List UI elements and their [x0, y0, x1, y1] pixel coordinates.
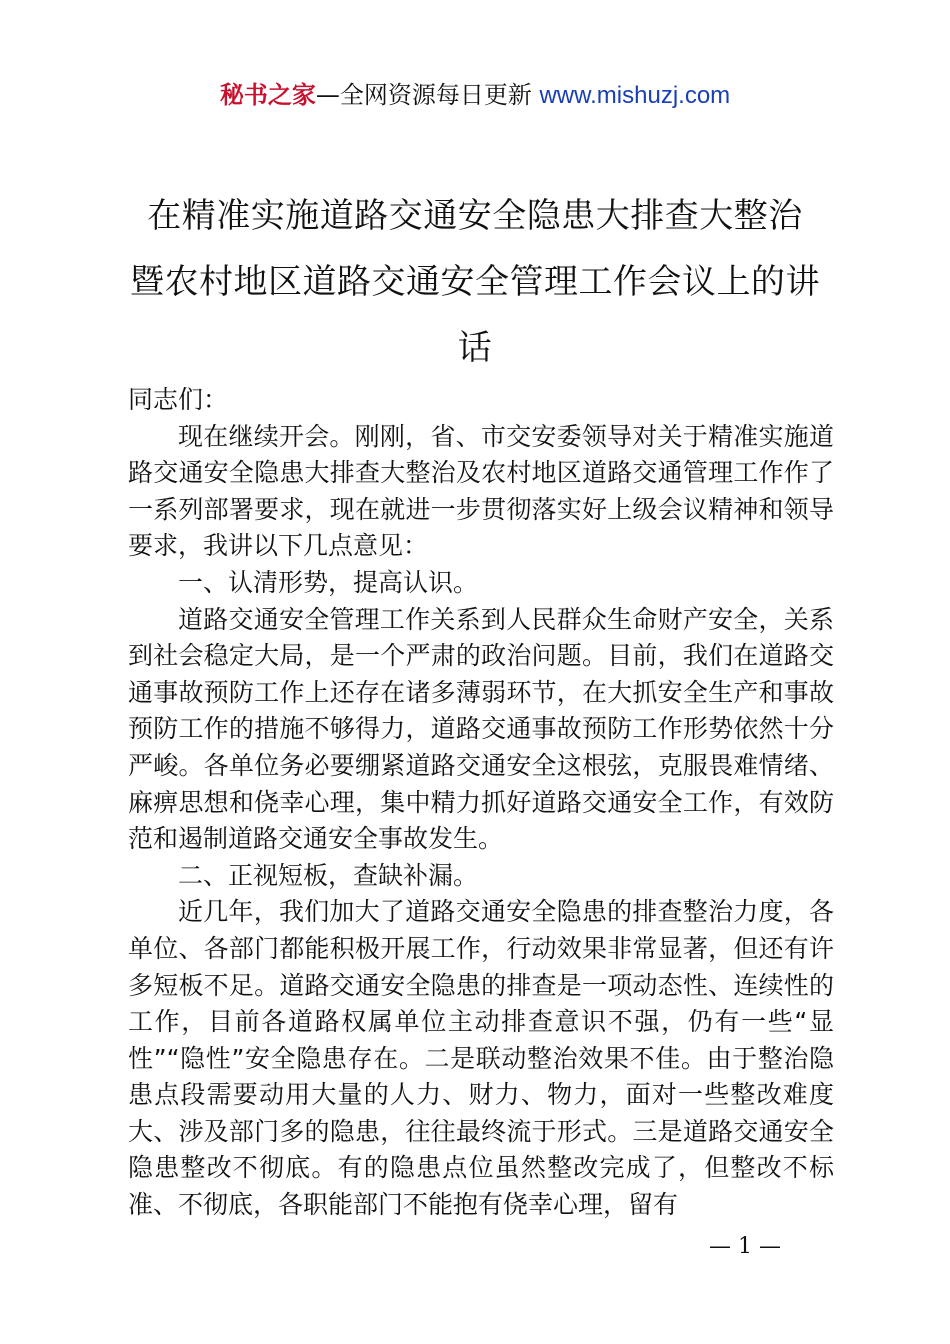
title-line-3: 话 — [457, 328, 493, 368]
section-heading-2: 二、正视短板，查缺补漏。 — [178, 860, 479, 890]
salutation: 同志们： — [128, 385, 229, 414]
title-line-1: 在精准实施道路交通安全隐患大排查大整治 — [147, 196, 803, 236]
document-title — [110, 183, 840, 381]
document-body — [128, 382, 834, 1224]
site-url-link[interactable]: www.mishuzj.com — [539, 82, 731, 109]
paragraph-opening: 现在继续开会。刚刚，省、市交安委领导对关于精准实施道路交通安全隐患大排查大整治及农村地区道路交通管理工作作了一系列部署要求，现在就进一步贯彻落实好上级会议精神和领导要求，我讲以下几点意见： — [128, 421, 834, 561]
paragraph-section-2: 近几年，我们加大了道路交通安全隐患的排查整治力度，各单位、各部门都能积极开展工作，行动效果非常显著，但还有许多短板不足。道路交通安全隐患的排查是一项动态性、连续性的工作，目前各道路权属单位主动排查意识不强，仍有一些“显性”“隐性”安全隐患存在。二是联动整治效果不佳。由于整治隐患点段需要动用大量的人力、财力、物力，面对一些整改难度大、涉及部门多的隐患，往往最终流于形式。三是道路交通安全隐患整改不彻底。有的隐患点位虽然整改完成了，但整改不标准、不彻底，各职能部门不能抱有侥幸心理，留有 — [128, 897, 834, 1220]
site-slogan: —全网资源每日更新 — [315, 81, 540, 109]
section-heading-1: 一、认清形势，提高认识。 — [178, 567, 479, 597]
title-line-2: 暨农村地区道路交通安全管理工作会议上的讲 — [130, 262, 820, 302]
site-banner — [0, 78, 950, 113]
site-brand-name: 秘书之家 — [219, 81, 316, 109]
paragraph-section-1: 道路交通安全管理工作关系到人民群众生命财产安全，关系到社会稳定大局，是一个严肃的政治问题。目前，我们在道路交通事故预防工作上还存在诸多薄弱环节，在大抓安全生产和事故预防工作的措施不够得力，道路交通事故预防工作形势依然十分严峻。各单位务必要绷紧道路交通安全这根弦，克服畏难情绪、麻痹思想和侥幸心理，集中精力抓好道路交通安全工作，有效防范和遏制道路交通安全事故发生。 — [128, 604, 834, 854]
page-number: — 1 — — [709, 1234, 781, 1259]
